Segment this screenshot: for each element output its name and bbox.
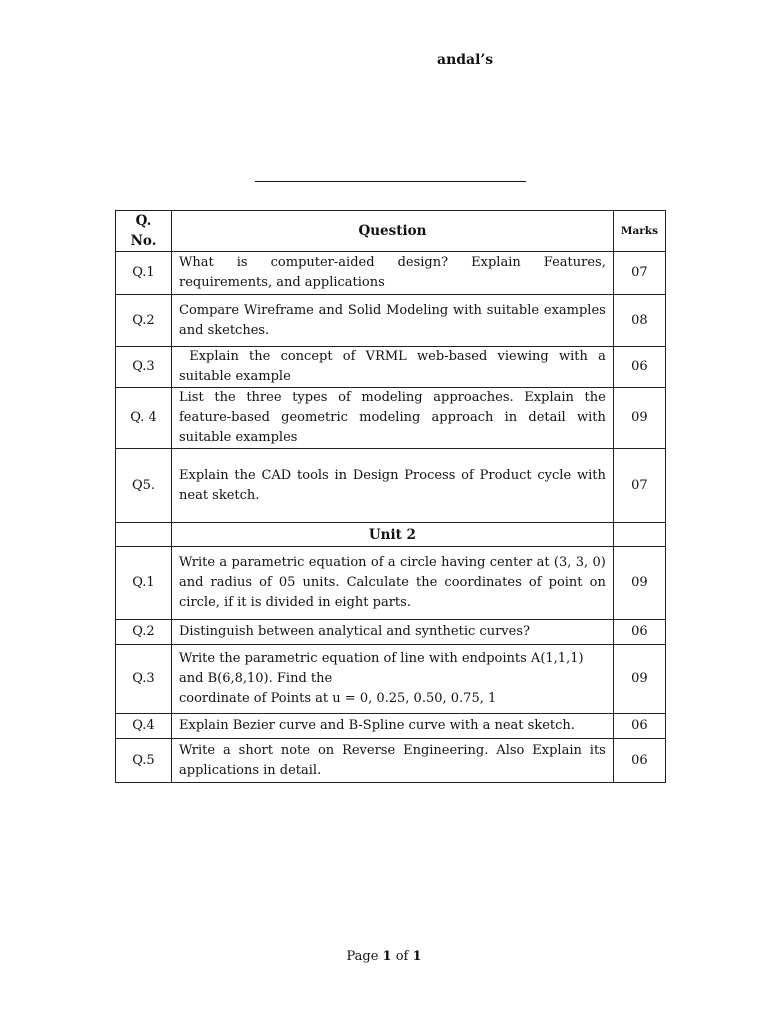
question-marks: 09 (613, 645, 665, 714)
question-table (115, 210, 666, 783)
question-marks: 09 (613, 547, 665, 620)
question-text: What is computer-aided design? Explain Features, requirements, and applications (172, 252, 614, 295)
table-row (116, 714, 666, 739)
question-text: Distinguish between analytical and synthetic curves? (172, 620, 614, 645)
table-row (116, 388, 666, 449)
unit-header-row (116, 523, 666, 547)
question-number: Q.3 (116, 347, 172, 388)
question-marks: 07 (613, 449, 665, 523)
question-marks: 08 (613, 295, 665, 347)
table-header-row (116, 211, 666, 252)
question-marks: 06 (613, 347, 665, 388)
title-underline (255, 181, 526, 182)
page-of-label: of (395, 949, 409, 964)
question-text: List the three types of modeling approaches. Explain the feature-based geometric modeling approach in detail with suitable examples (172, 388, 614, 449)
table-row (116, 252, 666, 295)
question-number: Q.1 (116, 252, 172, 295)
table-row (116, 739, 666, 783)
question-line: and B(6,8,10). Find the (179, 671, 333, 686)
question-text: Explain Bezier curve and B-Spline curve with a neat sketch. (172, 714, 614, 739)
question-text: Explain the concept of VRML web-based viewing with a suitable example (172, 347, 614, 388)
question-text: Explain the CAD tools in Design Process of Product cycle with neat sketch. (172, 449, 614, 523)
table-row (116, 645, 666, 714)
question-line: coordinate of Points at u = 0, 0.25, 0.50, 0.75, 1 (179, 691, 497, 706)
page-current: 1 (382, 949, 392, 964)
column-header-marks: Marks (613, 211, 665, 252)
unit-spacer (613, 523, 665, 547)
question-marks: 06 (613, 739, 665, 783)
question-marks: 06 (613, 620, 665, 645)
column-header-question: Question (172, 211, 614, 252)
question-line: Write the parametric equation of line with endpoints A(1,1,1) (179, 651, 584, 666)
question-text: Write a parametric equation of a circle having center at (3, 3, 0) and radius of 05 units. Calculate the coordinates of point on circle, if it is divided in eight parts. (172, 547, 614, 620)
table-row (116, 449, 666, 523)
table-row (116, 547, 666, 620)
question-number: Q.5 (116, 739, 172, 783)
table-row (116, 620, 666, 645)
question-number: Q.3 (116, 645, 172, 714)
table-row (116, 295, 666, 347)
unit-2-label: Unit 2 (172, 523, 614, 547)
question-number: Q.1 (116, 547, 172, 620)
column-header-qno: Q. No. (116, 211, 172, 252)
question-number: Q.2 (116, 620, 172, 645)
question-text: Write a short note on Reverse Engineering. Also Explain its applications in detail. (172, 739, 614, 783)
question-number: Q.2 (116, 295, 172, 347)
unit-spacer (116, 523, 172, 547)
question-marks: 09 (613, 388, 665, 449)
question-number: Q.4 (116, 714, 172, 739)
page-total: 1 (412, 949, 422, 964)
question-number: Q. 4 (116, 388, 172, 449)
table-row (116, 347, 666, 388)
question-marks: 06 (613, 714, 665, 739)
question-marks: 07 (613, 252, 665, 295)
page-label: Page (346, 949, 379, 964)
question-text: Compare Wireframe and Solid Modeling with suitable examples and sketches. (172, 295, 614, 347)
question-number: Q5. (116, 449, 172, 523)
question-text (172, 645, 614, 714)
header-text: andal’s (437, 52, 494, 68)
page-footer (0, 949, 768, 964)
